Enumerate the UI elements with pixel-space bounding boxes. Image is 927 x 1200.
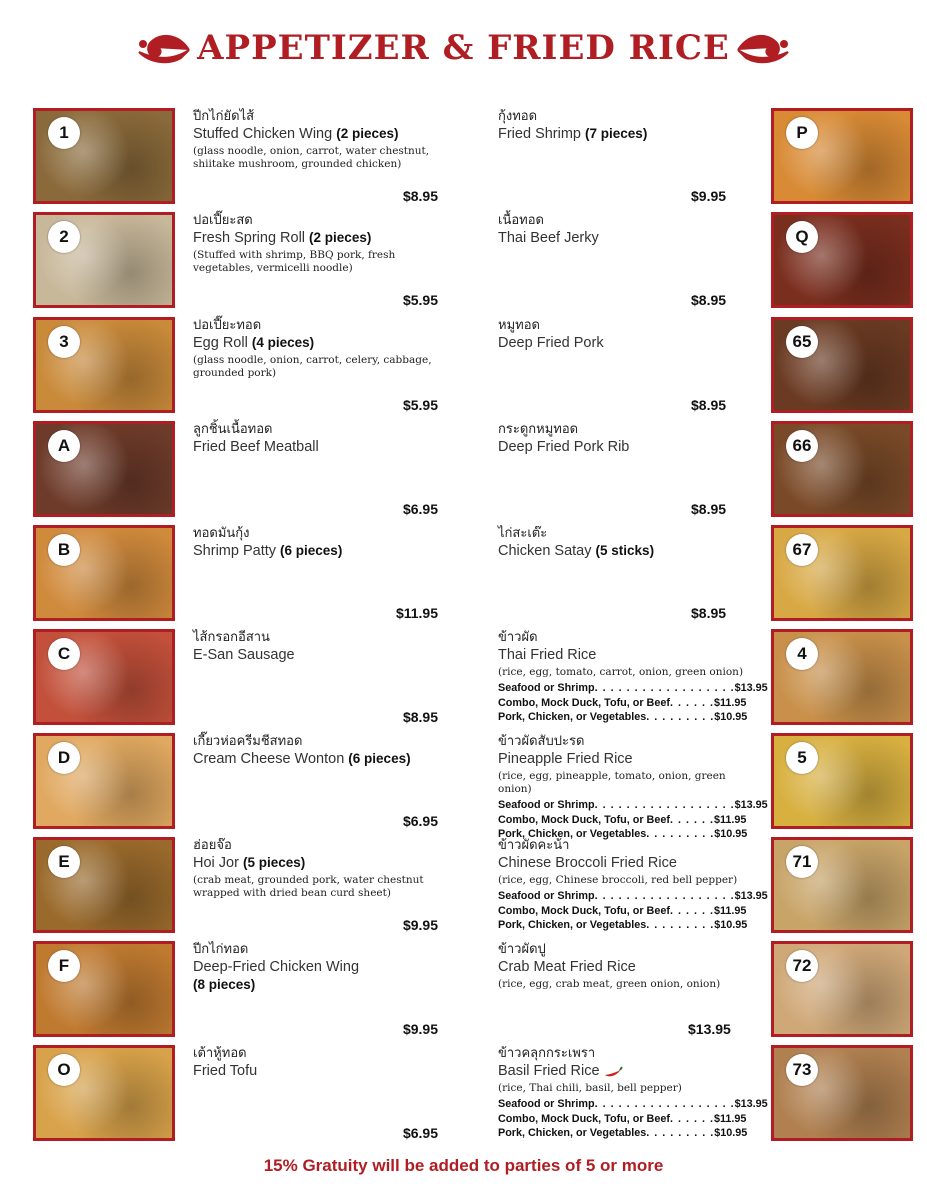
item-price: $8.95 <box>691 605 727 621</box>
item-name: Cream Cheese Wonton <box>193 751 345 767</box>
item-name-line <box>498 958 753 976</box>
option-leader: . . . . . . <box>669 696 714 709</box>
option-leader: . . . . . . . . . . . . . . . . . . <box>594 682 735 694</box>
food-photo <box>771 421 913 517</box>
item-thai-name: ลูกชิ้นเนื้อทอด <box>193 422 273 437</box>
protein-option <box>498 1097 768 1112</box>
item-price: $8.95 <box>402 188 438 204</box>
option-price: $10.95 <box>714 919 748 931</box>
item-text <box>498 421 753 456</box>
food-photo <box>771 629 913 725</box>
protein-options <box>498 889 768 933</box>
item-thai-name: ข้าวผัดปู <box>498 942 546 957</box>
food-photo <box>33 212 175 308</box>
protein-option <box>498 710 746 725</box>
menu-item <box>33 421 448 517</box>
menu-item <box>33 108 448 204</box>
food-photo <box>33 525 175 621</box>
item-thai-name: ปอเปี๊ยะสด <box>193 213 253 228</box>
protein-option <box>498 1126 746 1141</box>
item-description: (rice, egg, tomato, carrot, onion, green onion) <box>498 666 744 678</box>
item-name-line <box>498 750 753 768</box>
item-name: Fried Shrimp <box>498 126 581 142</box>
item-number-badge: O <box>48 1054 80 1086</box>
item-price: $11.95 <box>395 605 438 621</box>
item-name-line <box>193 125 433 143</box>
item-name-line <box>193 646 433 664</box>
option-name: Pork, Chicken, or Vegetables <box>498 828 647 840</box>
swirl-ornament-icon <box>131 28 193 68</box>
item-name-line <box>498 854 753 872</box>
option-name: Seafood or Shrimp <box>498 1098 595 1110</box>
option-price: $10.95 <box>714 828 748 840</box>
item-thai-name: ไส้กรอกอีสาน <box>193 630 270 645</box>
item-price: $8.95 <box>691 397 727 413</box>
food-photo <box>33 629 175 725</box>
item-name-line <box>193 958 433 994</box>
protein-options <box>498 681 768 725</box>
item-name: Stuffed Chicken Wing <box>193 126 333 142</box>
item-name: Deep Fried Pork <box>498 335 604 351</box>
option-price: $11.95 <box>713 696 747 709</box>
item-text <box>193 1045 433 1080</box>
item-number-badge: 65 <box>786 326 818 358</box>
item-thai-name: ข้าวผัดสับปะรด <box>498 734 585 749</box>
item-name-line <box>193 854 433 872</box>
item-pieces: (2 pieces) <box>309 230 372 245</box>
item-text <box>498 212 753 247</box>
item-number-badge: A <box>48 430 80 462</box>
item-number-badge: 5 <box>786 742 818 774</box>
item-pieces: (4 pieces) <box>251 335 315 350</box>
menu-item <box>33 629 448 725</box>
item-thai-name: หมูทอด <box>498 318 540 333</box>
item-name: Basil Fried Rice <box>498 1063 600 1079</box>
item-text <box>498 837 768 933</box>
item-thai-name: เต้าหู้ทอด <box>193 1046 247 1061</box>
protein-option <box>498 696 746 711</box>
option-leader: . . . . . . . . . <box>646 711 715 723</box>
protein-option <box>498 813 746 828</box>
item-name-line <box>498 334 753 352</box>
food-photo <box>33 941 175 1037</box>
item-number-badge: 4 <box>786 638 818 670</box>
item-price: $13.95 <box>688 1021 731 1037</box>
item-name-line <box>498 125 753 143</box>
item-text <box>193 317 433 380</box>
item-number-badge: 3 <box>48 326 80 358</box>
item-number-badge: P <box>786 117 818 149</box>
menu-item <box>498 733 913 840</box>
item-name: Chinese Broccoli Fried Rice <box>498 855 677 871</box>
item-text <box>498 1045 768 1141</box>
item-price: $8.95 <box>691 292 727 308</box>
food-photo <box>33 1045 175 1141</box>
item-price: $8.95 <box>691 501 727 517</box>
menu-header <box>0 28 927 88</box>
option-name: Combo, Mock Duck, Tofu, or Beef <box>498 1112 670 1125</box>
item-name-line <box>193 334 433 352</box>
item-number-badge: F <box>48 950 80 982</box>
item-text <box>498 525 753 560</box>
item-thai-name: ฮ่อยจ๊อ <box>193 838 232 853</box>
item-name: Pineapple Fried Rice <box>498 751 633 767</box>
option-price: $11.95 <box>713 904 747 917</box>
menu-item <box>498 837 913 933</box>
item-name: Thai Fried Rice <box>498 647 597 663</box>
gratuity-note: 15% Gratuity will be added to parties of 5 or more <box>263 1156 664 1175</box>
item-text <box>498 733 768 842</box>
item-pieces: (5 pieces) <box>242 855 306 870</box>
menu-item <box>498 1045 913 1141</box>
item-pieces: (6 pieces) <box>280 543 343 558</box>
item-name-line <box>193 542 433 560</box>
item-pieces: (2 pieces) <box>336 126 399 141</box>
menu-item <box>498 317 913 413</box>
item-description: (Stuffed with shrimp, BBQ pork, fresh vegetables, vermicelli noodle) <box>193 249 396 274</box>
item-pieces: (8 pieces) <box>193 977 256 992</box>
item-name: E-San Sausage <box>193 647 295 663</box>
menu-item <box>498 629 913 725</box>
option-name: Seafood or Shrimp <box>498 682 595 694</box>
protein-option <box>498 904 746 919</box>
menu-item <box>498 941 913 1037</box>
item-price: $6.95 <box>402 1125 438 1141</box>
item-price: $6.95 <box>402 501 438 517</box>
item-thai-name: ไก่สะเต๊ะ <box>498 526 548 541</box>
option-leader: . . . . . . <box>669 813 714 826</box>
item-price: $8.95 <box>402 709 438 725</box>
menu-item <box>33 1045 448 1141</box>
item-description: (crab meat, grounded pork, water chestnut wrapped with dried bean curd sheet) <box>193 874 424 899</box>
item-name: Hoi Jor <box>193 855 239 871</box>
option-name: Combo, Mock Duck, Tofu, or Beef <box>498 813 670 826</box>
item-text <box>498 108 753 143</box>
option-name: Combo, Mock Duck, Tofu, or Beef <box>498 696 670 709</box>
item-number-badge: D <box>48 742 80 774</box>
item-name: Deep Fried Pork Rib <box>498 439 630 455</box>
protein-options <box>498 798 768 842</box>
item-thai-name: กุ้งทอด <box>498 109 538 124</box>
food-photo <box>771 1045 913 1141</box>
menu-item <box>498 108 913 204</box>
item-thai-name: เนื้อทอด <box>498 213 544 228</box>
food-photo <box>33 733 175 829</box>
option-price: $13.95 <box>734 682 768 694</box>
item-text <box>193 941 433 994</box>
item-name-line <box>193 229 433 247</box>
item-name-line <box>193 750 433 768</box>
item-number-badge: 67 <box>786 534 818 566</box>
protein-option <box>498 918 746 933</box>
item-name: Fried Tofu <box>193 1063 258 1079</box>
item-name-line <box>498 229 753 247</box>
protein-option <box>498 798 768 813</box>
item-number-badge: B <box>48 534 80 566</box>
item-price: $5.95 <box>402 292 438 308</box>
food-photo <box>771 525 913 621</box>
item-name-line <box>193 1062 433 1080</box>
food-photo <box>33 108 175 204</box>
menu-item <box>33 525 448 621</box>
food-photo <box>771 733 913 829</box>
option-price: $13.95 <box>734 890 768 902</box>
option-price: $10.95 <box>714 1127 748 1139</box>
item-thai-name: ปอเปี๊ยะทอด <box>193 318 262 333</box>
food-photo <box>771 317 913 413</box>
item-name: Deep-Fried Chicken Wing <box>193 959 360 975</box>
item-name: Thai Beef Jerky <box>498 230 599 246</box>
item-thai-name: เกี๊ยวห่อครีมชีสทอด <box>193 734 303 749</box>
item-thai-name: ปีกไก่ยัดไส้ <box>193 109 255 124</box>
option-price: $13.95 <box>734 799 768 811</box>
menu-item <box>498 421 913 517</box>
option-name: Seafood or Shrimp <box>498 890 595 902</box>
option-leader: . . . . . . . . . . . . . . . . . . <box>594 1098 735 1110</box>
option-price: $10.95 <box>714 711 748 723</box>
menu-item <box>498 212 913 308</box>
item-pieces: (6 pieces) <box>348 751 411 766</box>
item-number-badge: C <box>48 638 80 670</box>
option-leader: . . . . . . <box>669 1112 714 1125</box>
option-name: Combo, Mock Duck, Tofu, or Beef <box>498 904 670 917</box>
item-description: (glass noodle, onion, carrot, water chestnut, shiitake mushroom, grounded chicken) <box>193 145 430 170</box>
menu-item <box>33 837 448 933</box>
item-thai-name: ข้าวคลุกกระเพรา <box>498 1046 596 1061</box>
item-text <box>193 837 433 900</box>
item-text <box>193 733 433 768</box>
item-name: Fresh Spring Roll <box>193 230 306 246</box>
item-name-line <box>193 438 433 456</box>
food-photo <box>33 421 175 517</box>
option-leader: . . . . . . . . . <box>646 828 715 840</box>
item-name-line <box>498 1062 753 1080</box>
item-description: (glass noodle, onion, carrot, celery, cabbage, grounded pork) <box>193 354 432 379</box>
item-number-badge: E <box>48 846 80 878</box>
item-name-line <box>498 542 753 560</box>
protein-options <box>498 1097 768 1141</box>
protein-option <box>498 1112 746 1127</box>
item-number-badge: 66 <box>786 430 818 462</box>
item-name: Crab Meat Fried Rice <box>498 959 636 975</box>
item-thai-name: ข้าวผัดคะน้า <box>498 838 570 853</box>
item-number-badge: 1 <box>48 117 80 149</box>
page-title: APPETIZER & FRIED RICE <box>197 28 730 68</box>
option-name: Pork, Chicken, or Vegetables <box>498 919 647 931</box>
item-text <box>193 108 433 171</box>
food-photo <box>33 837 175 933</box>
item-thai-name: ปีกไก่ทอด <box>193 942 249 957</box>
item-description: (rice, egg, crab meat, green onion, onion) <box>498 978 721 990</box>
menu-item <box>33 317 448 413</box>
menu-item <box>33 212 448 308</box>
option-price: $11.95 <box>713 813 747 826</box>
item-name: Chicken Satay <box>498 543 592 559</box>
item-pieces: (7 pieces) <box>585 126 648 141</box>
swirl-ornament-icon <box>734 28 796 68</box>
item-name: Egg Roll <box>193 335 248 351</box>
option-leader: . . . . . . <box>669 904 714 917</box>
item-text <box>193 525 433 560</box>
item-number-badge: 71 <box>786 846 818 878</box>
item-number-badge: 72 <box>786 950 818 982</box>
item-name-line <box>498 438 753 456</box>
option-name: Pork, Chicken, or Vegetables <box>498 1127 647 1139</box>
item-description: (rice, Thai chili, basil, bell pepper) <box>498 1082 682 1094</box>
item-text <box>498 317 753 352</box>
item-number-badge: 2 <box>48 221 80 253</box>
menu-item <box>498 525 913 621</box>
item-price: $9.95 <box>691 188 727 204</box>
option-leader: . . . . . . . . . . . . . . . . . . <box>594 890 735 902</box>
item-text <box>498 941 753 991</box>
item-thai-name: กระดูกหมูทอด <box>498 422 579 437</box>
option-price: $13.95 <box>734 1098 768 1110</box>
option-name: Seafood or Shrimp <box>498 799 595 811</box>
menu-item <box>33 733 448 829</box>
item-price: $6.95 <box>402 813 438 829</box>
option-leader: . . . . . . . . . . . . . . . . . . <box>594 799 735 811</box>
item-description: (rice, egg, Chinese broccoli, red bell pepper) <box>498 874 738 886</box>
item-thai-name: ทอดมันกุ้ง <box>193 526 250 541</box>
option-leader: . . . . . . . . . <box>646 1127 715 1139</box>
food-photo <box>771 837 913 933</box>
item-text <box>193 421 433 456</box>
item-pieces: (5 sticks) <box>595 543 655 558</box>
item-price: $5.95 <box>402 397 438 413</box>
item-number-badge: Q <box>786 221 818 253</box>
protein-option <box>498 681 768 696</box>
option-name: Pork, Chicken, or Vegetables <box>498 711 647 723</box>
food-photo <box>771 941 913 1037</box>
item-description: (rice, egg, pineapple, tomato, onion, green onion) <box>498 770 726 795</box>
item-thai-name: ข้าวผัด <box>498 630 538 645</box>
item-price: $9.95 <box>402 917 438 933</box>
item-name: Fried Beef Meatball <box>193 439 319 455</box>
option-leader: . . . . . . . . . <box>646 919 715 931</box>
item-text <box>498 629 768 725</box>
menu-item <box>33 941 448 1037</box>
food-photo <box>771 212 913 308</box>
item-name: Shrimp Patty <box>193 543 276 559</box>
food-photo <box>771 108 913 204</box>
item-number-badge: 73 <box>786 1054 818 1086</box>
item-text <box>193 212 433 275</box>
food-photo <box>33 317 175 413</box>
chili-pepper-icon <box>603 1065 623 1077</box>
option-price: $11.95 <box>713 1112 747 1125</box>
protein-option <box>498 889 768 904</box>
item-price: $9.95 <box>402 1021 438 1037</box>
item-text <box>193 629 433 664</box>
item-name-line <box>498 646 753 664</box>
